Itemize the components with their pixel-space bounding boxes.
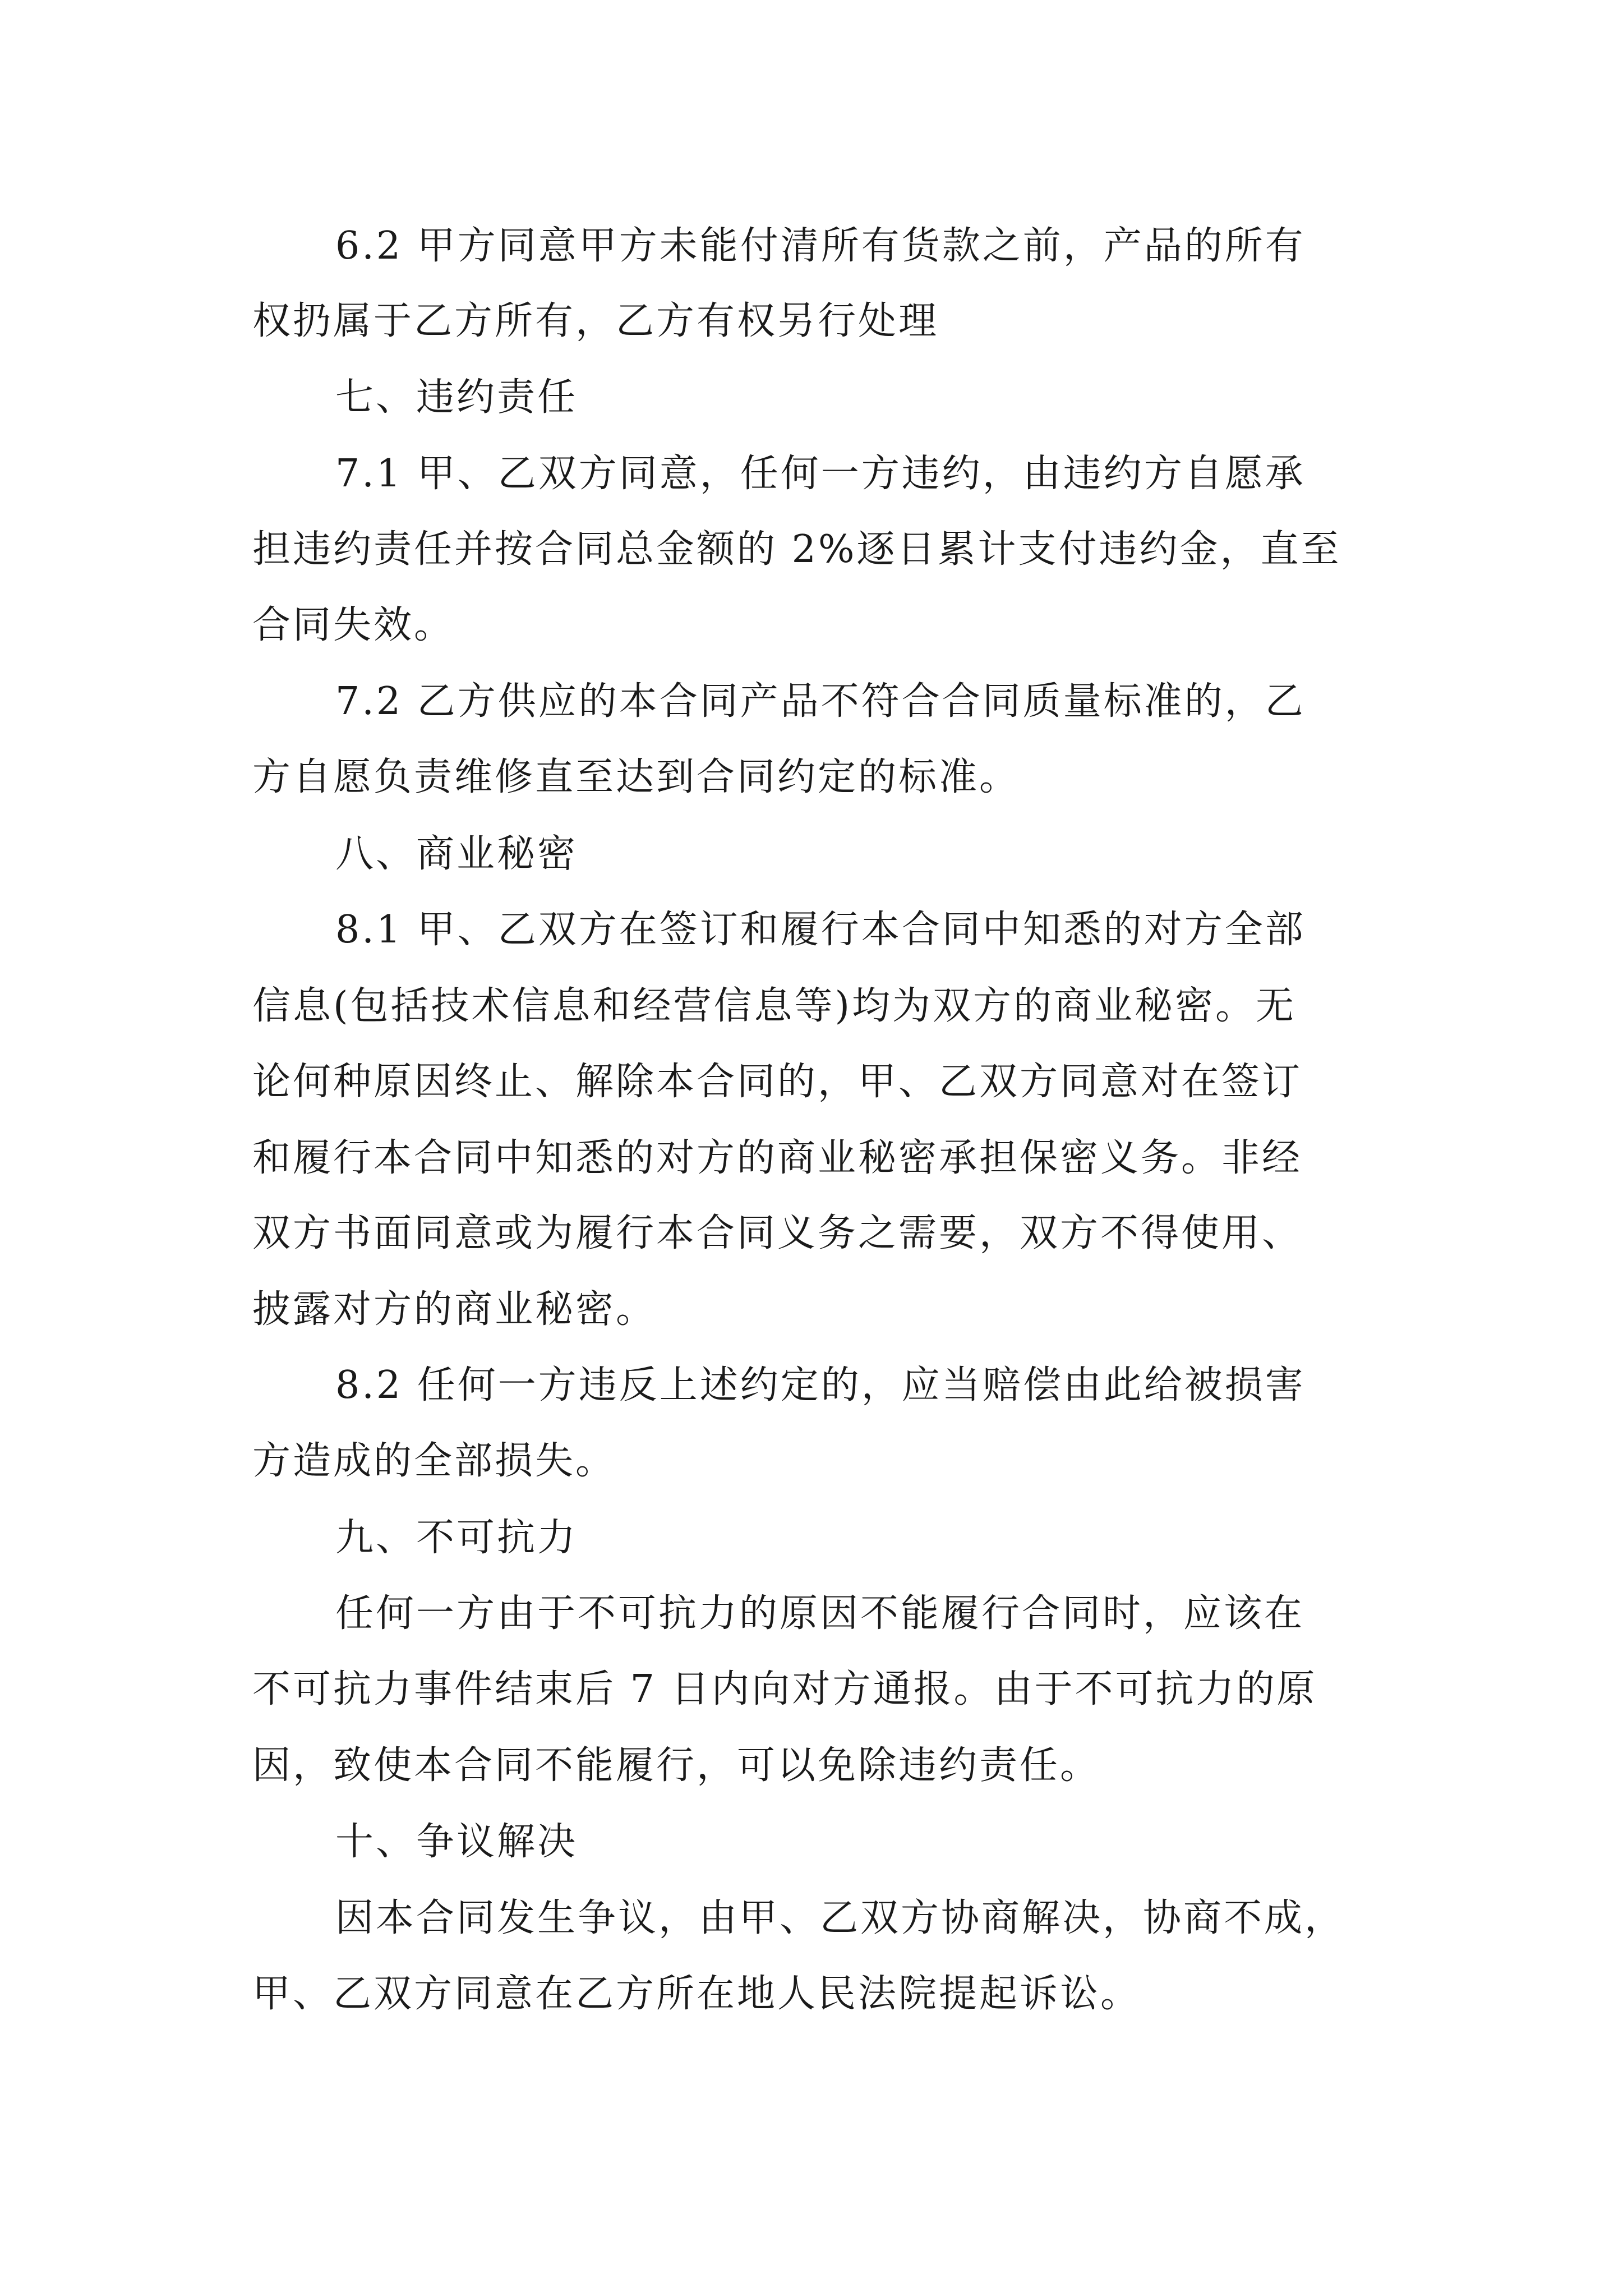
text-line: 7.1 甲、乙双方同意，任何一方违约，由违约方自愿承: [335, 452, 1306, 496]
text-line: 披露对方的商业秘密。: [252, 1287, 657, 1332]
text-line: 方自愿负责维修直至达到合同约定的标准。: [252, 755, 1020, 799]
text-line: 论何种原因终止、解除本合同的，甲、乙双方同意对在签订: [252, 1060, 1303, 1104]
text-line: 因本合同发生争议，由甲、乙双方协商解决，协商不成，: [335, 1896, 1345, 1940]
section-heading: 七、违约责任: [335, 375, 578, 420]
text-line: 7.2 乙方供应的本合同产品不符合合同质量标准的，乙: [335, 679, 1306, 724]
text-line: 8.1 甲、乙双方在签订和履行本合同中知悉的对方全部: [335, 908, 1306, 952]
text-line: 信息(包括技术信息和经营信息等)均为双方的商业秘密。无: [252, 984, 1297, 1028]
text-line: 和履行本合同中知悉的对方的商业秘密承担保密义务。非经: [252, 1136, 1303, 1180]
text-line: 权扔属于乙方所有，乙方有权另行处理: [252, 299, 939, 343]
text-line: 方造成的全部损失。: [252, 1439, 616, 1483]
section-heading: 十、争议解决: [335, 1820, 578, 1864]
section-heading: 八、商业秘密: [335, 832, 578, 876]
text-line: 8.2 任何一方违反上述约定的，应当赔偿由此给被损害: [335, 1363, 1306, 1407]
text-line: 不可抗力事件结束后 7 日内向对方通报。由于不可抗力的原: [252, 1667, 1317, 1711]
text-line: 甲、乙双方同意在乙方所在地人民法院提起诉讼。: [252, 1972, 1141, 2016]
text-line: 合同失效。: [252, 603, 455, 647]
text-line: 6.2 甲方同意甲方未能付清所有货款之前，产品的所有: [335, 224, 1306, 268]
text-line: 因，致使本合同不能履行，可以免除违约责任。: [252, 1743, 1101, 1788]
text-line: 任何一方由于不可抗力的原因不能履行合同时，应该在: [335, 1591, 1305, 1636]
text-line: 担违约责任并按合同总金额的 2%逐日累计支付违约金，直至: [252, 527, 1341, 572]
section-heading: 九、不可抗力: [335, 1516, 578, 1560]
text-line: 双方书面同意或为履行本合同义务之需要，双方不得使用、: [252, 1211, 1303, 1255]
